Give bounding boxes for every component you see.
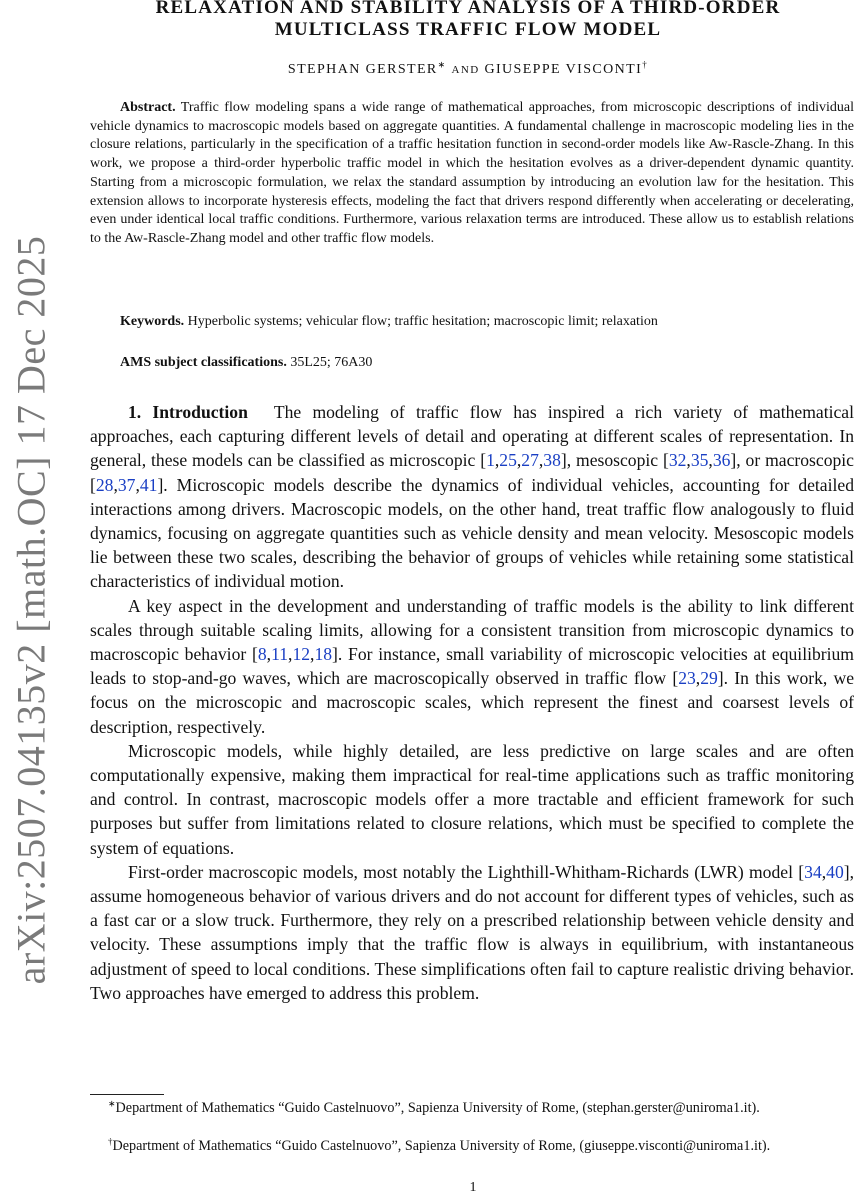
footnote-2: [90, 1137, 854, 1156]
authors: [90, 59, 846, 78]
citation-link[interactable]: 34: [804, 861, 822, 882]
abstract-text: Traffic flow modeling spans a wide range of mathematical approaches, from microscopic descriptions of individual vehicle dynamics to macroscopic models based on aggregate quantities. A fundamental challenge in macroscopic modeling lies in the closure relations, particularly in the specification of a traffic hesitation function in second-order models like Aw-Rascle-Zhang. In this work, we propose a third-order hyperbolic traffic model in which the hesitation evolves as a driver-dependent dynamic quantity. Starting from a microscopic formulation, we relax the standard assumption by introducing an evolution law for the hesitation. This extension allows to incorporate hysteresis effects, modeling the fact that drivers respond differently when accelerating or decelerating, even under identical local traffic conditions. Furthermore, various relaxation terms are introduced. These allow us to establish relations to the Aw-Rascle-Zhang model and other traffic flow models.: [90, 100, 854, 246]
footnote-2-text: Department of Mathematics “Guido Castelnuovo”, Sapienza University of Rome, (giuseppe.visconti@uniroma1.it).: [112, 1138, 771, 1154]
citation-link[interactable]: 25: [499, 450, 517, 471]
paragraph-1: 1. Introduction The modeling of traffic flow has inspired a rich variety of mathematical approaches, each capturing different levels of detail and operating at different scales of representation. In general, these models can be classified as microscopic [1,25,27,38], mesoscopic [32,35,36], or macroscopic [28,37,41]. Microscopic models describe the dynamics of individual vehicles, accounting for detailed interactions among drivers. Macroscopic models, on the other hand, treat traffic flow analogously to fluid dynamics, focusing on aggregate quantities such as vehicle density and mean velocity. Mesoscopic models lie between these two scales, describing the behavior of groups of vehicles while retaining some statistical characteristics of individual motion.: [90, 402, 854, 592]
ams-classifications: [120, 355, 372, 371]
citation-link[interactable]: 37: [117, 474, 136, 495]
author-2: GIUSEPPE VISCONTI: [484, 62, 643, 77]
citation-link[interactable]: 32: [668, 450, 687, 471]
footnote-1-text: Department of Mathematics “Guido Castelnuovo”, Sapienza University of Rome, (stephan.gerster@uniroma1.it).: [115, 1100, 760, 1116]
citation-link[interactable]: 1: [486, 450, 495, 471]
keywords-label: Keywords.: [120, 314, 185, 329]
ams-text: 35L25; 76A30: [290, 355, 373, 370]
title-line-2: MULTICLASS TRAFFIC FLOW MODEL: [274, 19, 662, 40]
introduction-section: [90, 400, 854, 1005]
keywords: [120, 314, 854, 330]
citation-link[interactable]: 23: [678, 668, 696, 689]
page-number: 1: [469, 1180, 477, 1195]
paragraph-3: Microscopic models, while highly detailed, are less predictive on large scales and are often computationally expensive, making them impractical for real-time applications such as traffic monitoring and control. In contrast, macroscopic models offer a more tractable and efficient framework for such purposes but suffer from limitations related to closure relations, which must be specified to complete the system of equations.: [90, 740, 854, 858]
author-1-mark: ∗: [437, 59, 447, 70]
citation-link[interactable]: 12: [292, 644, 311, 665]
author-1: STEPHAN GERSTER: [287, 62, 438, 77]
citation-link[interactable]: 8: [257, 644, 267, 665]
text-run: ], assume homogeneous behavior of various drivers and do not account for different types of vehicles, such as a fast car or a slow truck. Furthermore, they rely on a prescribed relationship between vehicle density and velocity. These assumptions imply that the traffic flow is always in equilibrium, with instantaneous adjustment of speed to local conditions. These simplifications often fail to capture realistic driving behavior. Two approaches have emerged to address this problem.: [90, 861, 854, 1003]
citation-link[interactable]: 41: [139, 474, 158, 495]
citation-link[interactable]: 35: [690, 450, 709, 471]
text-run: A key aspect in the development and understanding of traffic models is the ability to link different scales through suitable scaling limits, allowing for a consistent transition from microscopic dynamics to macroscopic behavior [: [90, 595, 854, 665]
text-run: The modeling of traffic flow has inspired a rich variety of mathematical approaches, each capturing different levels of detail and operating at different scales of representation. In general, these models can be classified as microscopic [: [90, 402, 854, 471]
abstract: [90, 99, 854, 249]
citation-link[interactable]: 28: [95, 474, 114, 495]
footnote-1-mark: ∗: [108, 1098, 116, 1109]
paper-title: [90, 0, 846, 41]
text-run: First-order macroscopic models, most notably the Lighthill-Whitham-Richards (LWR) model [: [128, 861, 805, 882]
ams-label: AMS subject classifications.: [120, 355, 287, 370]
title-line-1: RELAXATION AND STABILITY ANALYSIS OF A THIRD-ORDER: [155, 0, 781, 18]
author-2-mark: †: [642, 59, 649, 70]
abstract-label: Abstract.: [120, 100, 176, 115]
paragraph-2: A key aspect in the development and understanding of traffic models is the ability to link different scales through suitable scaling limits, allowing for a consistent transition from microscopic dynamics to macroscopic behavior [8,11,12,18]. For instance, small variability of microscopic velocities at equilibrium leads to stop-and-go waves, which are macroscopically observed in traffic flow [23,29]. In this work, we focus on the microscopic and macroscopic scales, which represent the finest and coarsest levels of description, respectively.: [90, 595, 855, 737]
text-run: ]. In this work, we focus on the microscopic and macroscopic scales, which represent the finest and coarsest levels of description, respectively.: [90, 668, 855, 737]
text-run: ], mesoscopic [: [560, 450, 669, 471]
footnote-rule: [90, 1094, 164, 1095]
footnote-1: [90, 1099, 854, 1118]
authors-conjunction: AND: [451, 64, 480, 76]
citation-link[interactable]: 18: [314, 644, 333, 665]
citation-link[interactable]: 27: [521, 450, 539, 471]
arxiv-stamp: [0, 0, 62, 1200]
text-run: ]. For instance, small variability of microscopic velocities at equilibrium leads to stop-and-go waves, which are macroscopically observed in traffic flow [: [90, 644, 854, 689]
section-heading: 1. Introduction: [128, 402, 248, 422]
footnote-2-mark: †: [108, 1136, 113, 1147]
text-run: ]. Microscopic models describe the dynamics of individual vehicles, accounting for detailed interactions among drivers. Macroscopic models, on the other hand, treat traffic flow analogously to fluid dynamics, focusing on aggregate quantities such as vehicle density and mean velocity. Mesoscopic models lie between these two scales, describing the behavior of groups of vehicles while retaining some statistical characteristics of individual motion.: [90, 474, 854, 592]
citation-link[interactable]: 40: [826, 861, 844, 882]
citation-link[interactable]: 11: [271, 644, 289, 665]
text-run: ], or macroscopic [: [90, 450, 854, 495]
citation-link[interactable]: 29: [700, 668, 718, 689]
keywords-text: Hyperbolic systems; vehicular flow; traffic hesitation; macroscopic limit; relaxation: [187, 314, 658, 329]
paragraph-4: First-order macroscopic models, most notably the Lighthill-Whitham-Richards (LWR) model [34,40], assume homogeneous behavior of various drivers and do not account for different types of vehicles, such as a fast car or a slow truck. Furthermore, they rely on a prescribed relationship between vehicle density and velocity. These assumptions imply that the traffic flow is always in equilibrium, with instantaneous adjustment of speed to local conditions. These simplifications often fail to capture realistic driving behavior. Two approaches have emerged to address this problem.: [90, 861, 854, 1003]
citation-link[interactable]: 38: [543, 450, 561, 471]
citation-link[interactable]: 36: [712, 450, 731, 471]
arxiv-stamp-text: arXiv:2507.04135v2 [math.OC] 17 Dec 2025: [8, 235, 54, 985]
